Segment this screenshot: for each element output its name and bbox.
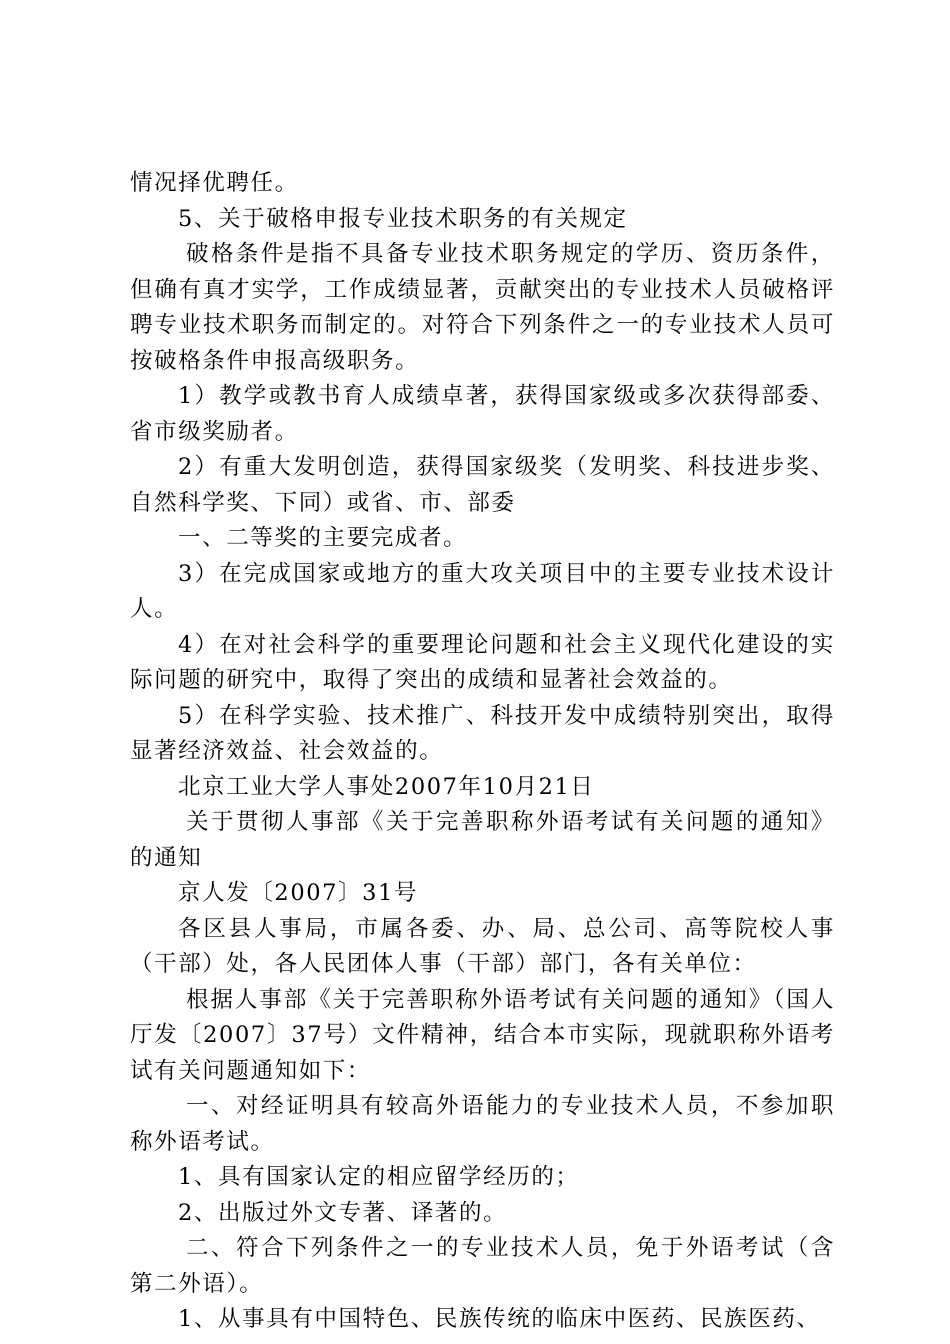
document-body — [130, 166, 835, 1338]
paragraph-signature-date: 北京工业大学人事处2007年10月21日 — [178, 773, 595, 800]
paragraph-item-4: 4）在对社会科学的重要理论问题和社会主义现代化建设的实际问题的研究中，取得了突出的成绩和显著社会效益的。 — [130, 631, 835, 693]
paragraph-notice-title: 关于贯彻人事部《关于完善职称外语考试有关问题的通知》的通知 — [130, 809, 835, 871]
paragraph-rule-2-item-1: 1、从事具有中国特色、民族传统的临床中医药、民族医药、 — [178, 1306, 821, 1332]
paragraph-rule-1-item-2: 2、出版过外文专著、译著的。 — [178, 1199, 508, 1226]
paragraph-rule-1-item-1: 1、具有国家认定的相应留学经历的； — [178, 1164, 580, 1190]
paragraph-item-3: 3）在完成国家或地方的重大攻关项目中的主要专业技术设计人。 — [130, 560, 835, 622]
paragraph-item-2-continued: 一、二等奖的主要完成者。 — [178, 525, 468, 551]
paragraph-item-1: 1）教学或教书育人成绩卓著，获得国家级或多次获得部委、省市级奖励者。 — [130, 383, 835, 445]
paragraph-exceptional-conditions: 破格条件是指不具备专业技术职务规定的学历、资历条件，但确有真才实学，工作成绩显著，贡献突出的专业技术人员破格评聘专业技术职务而制定的。对符合下列条件之一的专业技术人员可按破格条件申报高级职务。 — [130, 241, 835, 374]
paragraph-recipients: 各区县人事局，市属各委、办、局、总公司、高等院校人事（干部）处，各人民团体人事（干部）部门，各有关单位： — [130, 915, 835, 977]
paragraph-continuation: 情况择优聘任。 — [130, 170, 299, 196]
paragraph-notice-basis: 根据人事部《关于完善职称外语考试有关问题的通知》（国人厅发〔2007〕37号）文件精神，结合本市实际，现就职称外语考试有关问题通知如下： — [130, 986, 835, 1084]
paragraph-item-5: 5）在科学实验、技术推广、科技开发中成绩特别突出，取得显著经济效益、社会效益的。 — [130, 702, 835, 764]
paragraph-section-5-heading: 5、关于破格申报专业技术职务的有关规定 — [178, 205, 628, 232]
paragraph-rule-1: 一、对经证明具有较高外语能力的专业技术人员，不参加职称外语考试。 — [130, 1093, 835, 1155]
paragraph-rule-2: 二、符合下列条件之一的专业技术人员，免于外语考试（含第二外语）。 — [130, 1235, 835, 1297]
paragraph-document-number: 京人发〔2007〕31号 — [178, 880, 419, 906]
paragraph-item-2: 2）有重大发明创造，获得国家级奖（发明奖、科技进步奖、自然科学奖、下同）或省、市、部委 — [130, 454, 835, 516]
